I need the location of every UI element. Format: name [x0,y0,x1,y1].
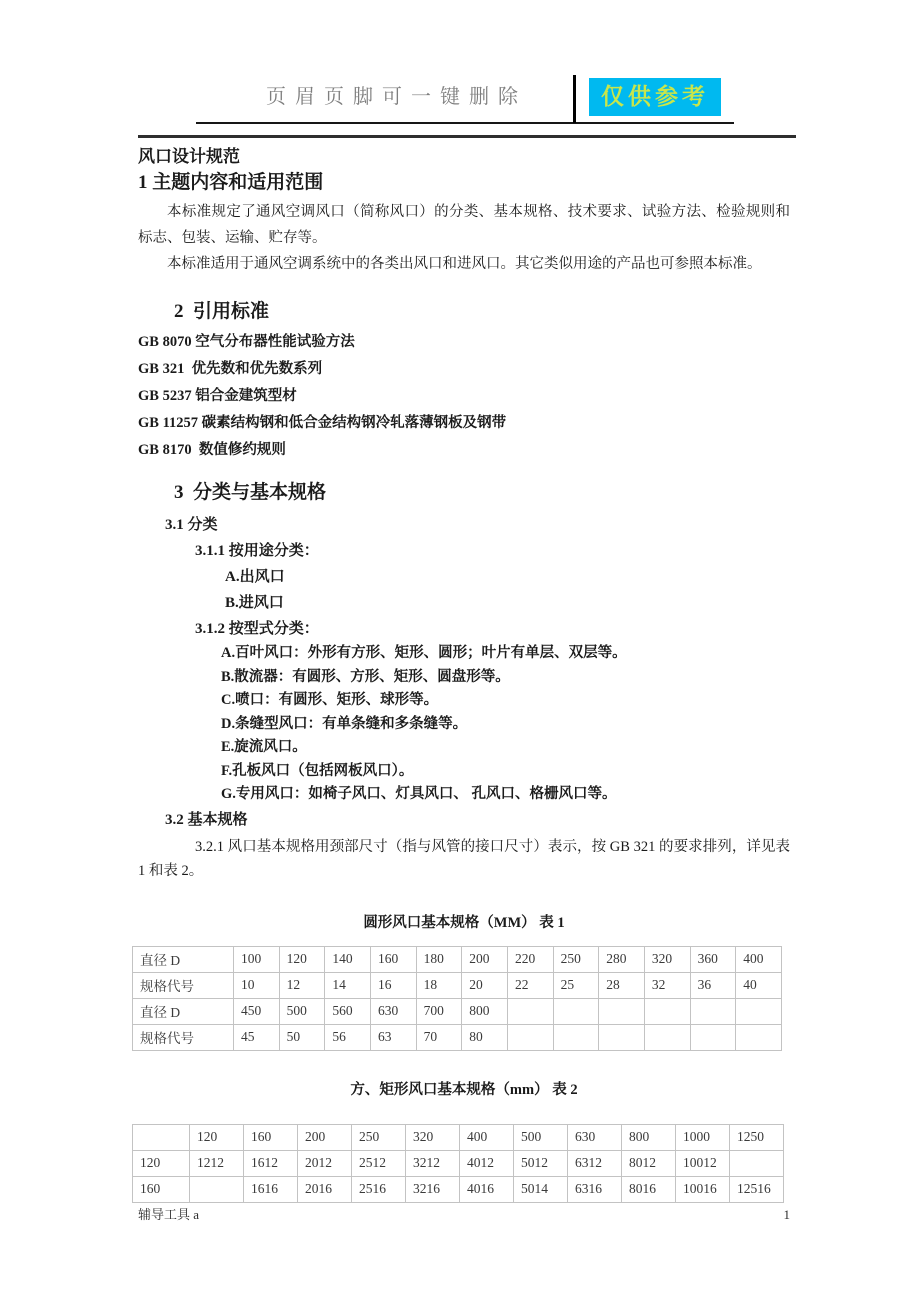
table-cell: 22 [507,972,553,998]
table-row [133,946,782,972]
table-cell [133,1124,190,1150]
table-cell: 80 [462,1024,508,1050]
table-row [133,998,782,1024]
table-cell [553,998,599,1024]
table-cell: 200 [462,946,508,972]
table-cell: 63 [370,1024,416,1050]
table-cell: 56 [325,1024,371,1050]
table-cell: 12 [279,972,325,998]
table-cell: 25 [553,972,599,998]
section-3-1-heading: 3.1 分类 [165,517,218,533]
table-cell: 5014 [514,1176,568,1202]
table-cell [507,1024,553,1050]
standard-reference: GB 8170 数值修约规则 [138,442,286,458]
table-cell: 630 [370,998,416,1024]
table-cell: 400 [460,1124,514,1150]
table-cell: 规格代号 [133,1024,234,1050]
footer-left-text: 辅导工具 a [138,1207,200,1222]
table-cell: 28 [599,972,645,998]
table-rectangular-vent-specs [132,1124,784,1203]
standard-reference: GB 5237 铝合金建筑型材 [138,388,297,404]
table-cell: 10012 [676,1150,730,1176]
page-footer [138,1204,790,1223]
table-cell: 规格代号 [133,972,234,998]
table-cell: 直径 D [133,998,234,1024]
table-cell: 320 [406,1124,460,1150]
section-3-2-1-paragraph: 3.2.1 风口基本规格用颈部尺寸（指与风管的接口尺寸）表示，按 GB 321 的要求排列，详见表 1 和表 2。 [138,838,794,879]
table-cell [599,1024,645,1050]
standard-references-list [138,329,790,464]
table-cell: 4012 [460,1150,514,1176]
table-cell: 400 [736,946,782,972]
table-cell: 360 [690,946,736,972]
document-body [0,138,920,1203]
table-cell [507,998,553,1024]
table-cell: 1250 [730,1124,784,1150]
table-cell [644,1024,690,1050]
table-cell: 120 [279,946,325,972]
table-cell [690,1024,736,1050]
table-cell: 450 [234,998,280,1024]
section-1-heading: 1 主题内容和适用范围 [138,172,324,193]
header-note-text: 页眉页脚可一键删除 [266,86,527,108]
type-item: A.百叶风口：外形有方形、矩形、圆形；叶片有单层、双层等。 [221,645,627,661]
table-cell: 6316 [568,1176,622,1202]
section-3-1-2-heading: 3.1.2 按型式分类： [195,621,319,637]
table-circular-vent-specs [132,946,782,1051]
table-cell: 12516 [730,1176,784,1202]
table-cell: 560 [325,998,371,1024]
section-2-heading: 2 引用标准 [174,301,270,322]
type-item: G.专用风口：如椅子风口、灯具风口、 孔风口、格栅风口等。 [221,786,617,802]
table-cell: 800 [622,1124,676,1150]
section-3-1-1-heading: 3.1.1 按用途分类： [195,543,319,559]
standard-reference: GB 321 优先数和优先数系列 [138,361,323,377]
table-cell: 500 [279,998,325,1024]
table-cell: 120 [133,1150,190,1176]
type-item: F.孔板风口（包括网板风口）。 [221,762,414,779]
reference-only-badge: 仅供参考 [589,78,721,116]
document-title: 风口设计规范 [138,147,240,166]
table-cell: 1000 [676,1124,730,1150]
table-cell: 2012 [298,1150,352,1176]
table-cell: 3212 [406,1150,460,1176]
table-row [133,1024,782,1050]
table-cell: 36 [690,972,736,998]
header-right-group [573,75,721,119]
table-cell: 4016 [460,1176,514,1202]
table-cell: 18 [416,972,462,998]
table-1-caption: 圆形风口基本规格（MM） 表 1 [363,914,565,931]
table-cell: 160 [244,1124,298,1150]
page-header [196,75,734,124]
standard-reference: GB 8070 空气分布器性能试验方法 [138,334,355,350]
table-cell: 2016 [298,1176,352,1202]
table-cell: 6312 [568,1150,622,1176]
table-cell [690,998,736,1024]
section-1-paragraph-1: 本标准规定了通风空调风口（简称风口）的分类、基本规格、技术要求、试验方法、检验规则和标志、包装、运输、贮存等。 [138,204,790,246]
table-cell: 160 [133,1176,190,1202]
table-cell: 14 [325,972,371,998]
type-item: E.旋流风口。 [221,739,307,755]
table-cell: 8016 [622,1176,676,1202]
section-3-heading: 3 分类与基本规格 [174,482,327,503]
table-cell: 160 [370,946,416,972]
table-cell: 32 [644,972,690,998]
table-cell [190,1176,244,1202]
page-number: 1 [783,1207,790,1222]
table-cell: 140 [325,946,371,972]
table-cell: 120 [190,1124,244,1150]
table-cell [599,998,645,1024]
table-cell: 3216 [406,1176,460,1202]
standard-reference: GB 11257 碳素结构钢和低合金结构钢冷轧落薄钢板及钢带 [138,415,507,431]
table-cell [736,1024,782,1050]
table-2-caption: 方、矩形风口基本规格（mm） 表 2 [350,1081,578,1098]
table-cell: 50 [279,1024,325,1050]
table-cell: 20 [462,972,508,998]
table-cell: 16 [370,972,416,998]
table-cell: 220 [507,946,553,972]
table-cell: 280 [599,946,645,972]
usage-classification-list [138,564,790,616]
table-row [133,1124,784,1150]
table-cell: 250 [352,1124,406,1150]
table-cell: 800 [462,998,508,1024]
table-cell: 630 [568,1124,622,1150]
table-cell: 45 [234,1024,280,1050]
type-item: D.条缝型风口：有单条缝和多条缝等。 [221,715,468,732]
usage-item: A.出风口 [225,569,285,585]
table-cell: 70 [416,1024,462,1050]
table-cell: 1616 [244,1176,298,1202]
header-divider-bar [573,75,576,123]
table-row [133,972,782,998]
type-classification-list [138,642,790,807]
type-item: C.喷口：有圆形、矩形、球形等。 [221,692,439,708]
table-cell: 10016 [676,1176,730,1202]
table-cell: 700 [416,998,462,1024]
table-cell: 250 [553,946,599,972]
table-cell: 5012 [514,1150,568,1176]
table-row [133,1176,784,1202]
table-cell: 10 [234,972,280,998]
type-item: B.散流器：有圆形、方形、矩形、圆盘形等。 [221,668,510,685]
table-cell: 500 [514,1124,568,1150]
table-cell: 100 [234,946,280,972]
table-cell [553,1024,599,1050]
usage-item: B.进风口 [225,595,284,611]
table-row [133,1150,784,1176]
table-cell: 1212 [190,1150,244,1176]
table-cell [644,998,690,1024]
table-cell: 2512 [352,1150,406,1176]
table-cell: 1612 [244,1150,298,1176]
table-cell: 2516 [352,1176,406,1202]
table-cell: 320 [644,946,690,972]
table-cell: 200 [298,1124,352,1150]
table-cell [736,998,782,1024]
section-3-2-heading: 3.2 基本规格 [165,811,248,828]
table-cell: 8012 [622,1150,676,1176]
table-cell: 直径 D [133,946,234,972]
table-cell: 180 [416,946,462,972]
section-1-paragraph-2: 本标准适用于通风空调系统中的各类出风口和进风口。其它类似用途的产品也可参照本标准。 [167,256,762,272]
table-cell [730,1150,784,1176]
table-cell: 40 [736,972,782,998]
